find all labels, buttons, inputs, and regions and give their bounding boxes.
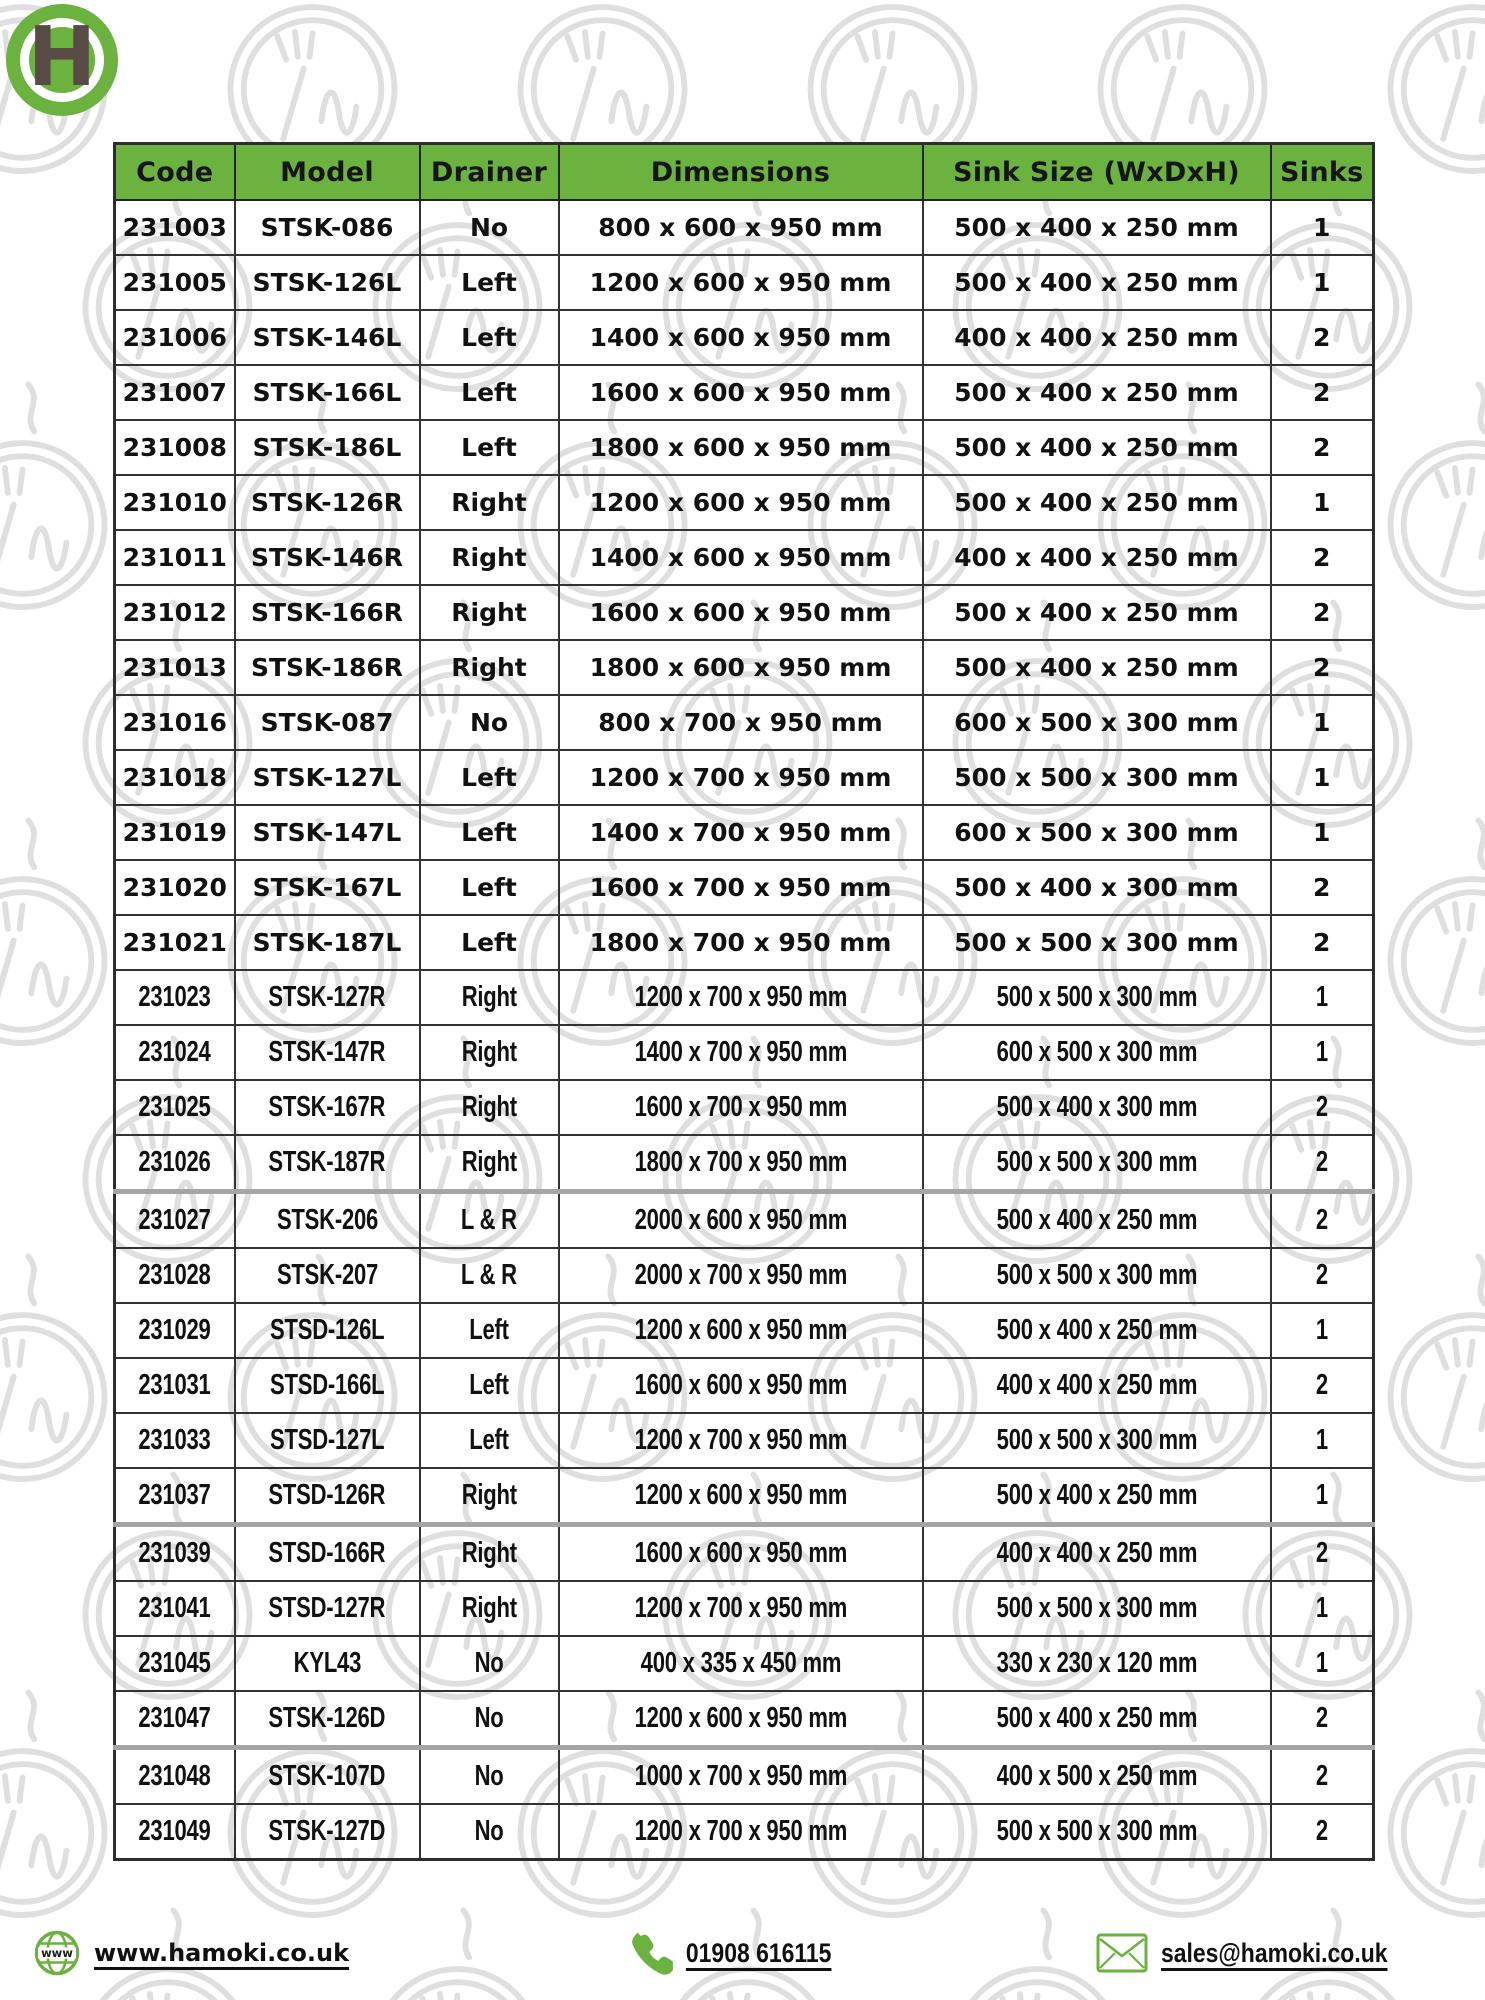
cell-code: 231011 — [115, 530, 235, 585]
cell-model: STSK-127R — [235, 970, 420, 1025]
cell-code: 231021 — [115, 915, 235, 970]
cell-dimensions: 2000 x 700 x 950 mm — [559, 1248, 923, 1303]
cell-model: STSK-187R — [235, 1135, 420, 1192]
plate-fork-watermark-icon — [0, 817, 125, 1067]
globe-www-label: www — [41, 1945, 73, 1960]
cell-code: 231008 — [115, 420, 235, 475]
cell-sink-size: 400 x 500 x 250 mm — [923, 1748, 1271, 1805]
cell-sinks: 2 — [1271, 1248, 1374, 1303]
cell-dimensions: 1200 x 600 x 950 mm — [559, 1691, 923, 1748]
cell-model: STSD-166L — [235, 1358, 420, 1413]
cell-drainer: Left — [420, 1358, 559, 1413]
cell-model: STSK-107D — [235, 1748, 420, 1805]
cell-sink-size: 500 x 400 x 250 mm — [923, 1468, 1271, 1525]
cell-model: STSD-127R — [235, 1581, 420, 1636]
cell-dimensions: 1600 x 600 x 950 mm — [559, 1358, 923, 1413]
cell-sink-size: 330 x 230 x 120 mm — [923, 1636, 1271, 1691]
col-header-dimensions: Dimensions — [559, 144, 923, 201]
cell-model: STSK-127D — [235, 1804, 420, 1860]
cell-drainer: No — [420, 1691, 559, 1748]
cell-drainer: Right — [420, 530, 559, 585]
cell-dimensions: 1800 x 700 x 950 mm — [559, 1135, 923, 1192]
cell-model: STSK-166R — [235, 585, 420, 640]
cell-sinks: 2 — [1271, 365, 1374, 420]
cell-model: STSD-127L — [235, 1413, 420, 1468]
cell-sink-size: 500 x 500 x 300 mm — [923, 750, 1271, 805]
cell-sinks: 2 — [1271, 1748, 1374, 1805]
cell-sink-size: 500 x 500 x 300 mm — [923, 1248, 1271, 1303]
globe-icon — [33, 1929, 81, 1977]
table-row — [115, 860, 1374, 915]
cell-drainer: L & R — [420, 1248, 559, 1303]
cell-model: STSK-166L — [235, 365, 420, 420]
cell-code: 231025 — [115, 1080, 235, 1135]
table-row — [115, 1748, 1374, 1805]
envelope-icon — [1096, 1933, 1148, 1973]
cell-drainer: No — [420, 200, 559, 255]
plate-fork-watermark-icon — [0, 381, 125, 631]
footer — [0, 1922, 1485, 1992]
logo-letter: H — [27, 10, 97, 105]
cell-sink-size: 500 x 400 x 250 mm — [923, 420, 1271, 475]
footer-phone — [628, 1922, 856, 1984]
cell-dimensions: 1000 x 700 x 950 mm — [559, 1748, 923, 1805]
cell-drainer: Right — [420, 1468, 559, 1525]
cell-sink-size: 500 x 500 x 300 mm — [923, 1413, 1271, 1468]
table-row — [115, 475, 1374, 530]
cell-sink-size: 600 x 500 x 300 mm — [923, 695, 1271, 750]
cell-model: STSK-126R — [235, 475, 420, 530]
cell-dimensions: 800 x 600 x 950 mm — [559, 200, 923, 255]
cell-sinks: 2 — [1271, 915, 1374, 970]
cell-model: STSK-146R — [235, 530, 420, 585]
cell-sinks: 1 — [1271, 1413, 1374, 1468]
table-row — [115, 1468, 1374, 1525]
cell-sink-size: 500 x 400 x 300 mm — [923, 1080, 1271, 1135]
cell-dimensions: 1200 x 600 x 950 mm — [559, 1303, 923, 1358]
cell-sinks: 1 — [1271, 1468, 1374, 1525]
cell-model: STSD-166R — [235, 1525, 420, 1582]
cell-dimensions: 2000 x 600 x 950 mm — [559, 1192, 923, 1249]
table-row — [115, 750, 1374, 805]
cell-sinks: 2 — [1271, 585, 1374, 640]
cell-drainer: Left — [420, 255, 559, 310]
table-row — [115, 640, 1374, 695]
cell-code: 231047 — [115, 1691, 235, 1748]
email-link[interactable]: sales@hamoki.co.uk — [1160, 1937, 1388, 1968]
cell-code: 231010 — [115, 475, 235, 530]
cell-sinks: 1 — [1271, 805, 1374, 860]
cell-sinks: 2 — [1271, 640, 1374, 695]
cell-code: 231020 — [115, 860, 235, 915]
cell-drainer: Left — [420, 1413, 559, 1468]
cell-sink-size: 500 x 400 x 250 mm — [923, 640, 1271, 695]
cell-dimensions: 1200 x 700 x 950 mm — [559, 1581, 923, 1636]
cell-sink-size: 500 x 500 x 300 mm — [923, 915, 1271, 970]
cell-sinks: 1 — [1271, 970, 1374, 1025]
cell-drainer: Right — [420, 970, 559, 1025]
table-row — [115, 1358, 1374, 1413]
cell-drainer: Left — [420, 365, 559, 420]
cell-code: 231039 — [115, 1525, 235, 1582]
table-row — [115, 420, 1374, 475]
cell-sink-size: 400 x 400 x 250 mm — [923, 530, 1271, 585]
table-row — [115, 1025, 1374, 1080]
cell-drainer: Right — [420, 1135, 559, 1192]
col-header-drainer: Drainer — [420, 144, 559, 201]
table-row — [115, 1691, 1374, 1748]
cell-sinks: 2 — [1271, 1525, 1374, 1582]
cell-sink-size: 500 x 500 x 300 mm — [923, 1135, 1271, 1192]
cell-code: 231005 — [115, 255, 235, 310]
cell-sink-size: 500 x 500 x 300 mm — [923, 1581, 1271, 1636]
cell-sinks: 2 — [1271, 860, 1374, 915]
cell-model: STSK-087 — [235, 695, 420, 750]
cell-model: KYL43 — [235, 1636, 420, 1691]
cell-model: STSK-146L — [235, 310, 420, 365]
cell-dimensions: 1200 x 600 x 950 mm — [559, 1468, 923, 1525]
footer-email — [1096, 1922, 1427, 1984]
cell-sink-size: 500 x 400 x 250 mm — [923, 365, 1271, 420]
cell-sinks: 1 — [1271, 1025, 1374, 1080]
cell-dimensions: 400 x 335 x 450 mm — [559, 1636, 923, 1691]
cell-sinks: 1 — [1271, 200, 1374, 255]
plate-fork-watermark-icon — [1370, 1253, 1485, 1503]
col-header-model: Model — [235, 144, 420, 201]
cell-sinks: 1 — [1271, 750, 1374, 805]
cell-sinks: 1 — [1271, 695, 1374, 750]
footer-website — [33, 1922, 349, 1984]
table-row — [115, 1804, 1374, 1860]
cell-code: 231029 — [115, 1303, 235, 1358]
cell-drainer: Left — [420, 860, 559, 915]
cell-dimensions: 1800 x 700 x 950 mm — [559, 915, 923, 970]
table-row — [115, 1248, 1374, 1303]
cell-dimensions: 1800 x 600 x 950 mm — [559, 420, 923, 475]
table-row — [115, 695, 1374, 750]
cell-code: 231013 — [115, 640, 235, 695]
cell-sinks: 1 — [1271, 1636, 1374, 1691]
table-row — [115, 805, 1374, 860]
cell-dimensions: 1200 x 600 x 950 mm — [559, 255, 923, 310]
cell-sink-size: 400 x 400 x 250 mm — [923, 1358, 1271, 1413]
cell-dimensions: 1600 x 700 x 950 mm — [559, 1080, 923, 1135]
cell-code: 231023 — [115, 970, 235, 1025]
cell-dimensions: 1200 x 700 x 950 mm — [559, 1413, 923, 1468]
cell-sinks: 1 — [1271, 1581, 1374, 1636]
cell-model: STSK-186R — [235, 640, 420, 695]
cell-drainer: Right — [420, 1080, 559, 1135]
cell-sinks: 2 — [1271, 310, 1374, 365]
table-row — [115, 310, 1374, 365]
plate-fork-watermark-icon — [1370, 0, 1485, 195]
cell-model: STSK-147L — [235, 805, 420, 860]
cell-drainer: Right — [420, 640, 559, 695]
cell-drainer: Left — [420, 1303, 559, 1358]
table-row — [115, 915, 1374, 970]
cell-code: 231012 — [115, 585, 235, 640]
cell-drainer: Left — [420, 750, 559, 805]
table-row — [115, 1080, 1374, 1135]
cell-sink-size: 400 x 400 x 250 mm — [923, 1525, 1271, 1582]
cell-model: STSK-207 — [235, 1248, 420, 1303]
cell-code: 231007 — [115, 365, 235, 420]
cell-sinks: 1 — [1271, 475, 1374, 530]
cell-dimensions: 1400 x 700 x 950 mm — [559, 805, 923, 860]
cell-sink-size: 500 x 400 x 300 mm — [923, 860, 1271, 915]
cell-drainer: Right — [420, 1025, 559, 1080]
plate-fork-watermark-icon — [0, 1253, 125, 1503]
plate-fork-watermark-icon — [1370, 1689, 1485, 1939]
table-row — [115, 365, 1374, 420]
cell-sink-size: 600 x 500 x 300 mm — [923, 1025, 1271, 1080]
col-header-sink-size: Sink Size (WxDxH) — [923, 144, 1271, 201]
cell-drainer: No — [420, 695, 559, 750]
cell-sink-size: 500 x 500 x 300 mm — [923, 1804, 1271, 1860]
cell-sinks: 2 — [1271, 1135, 1374, 1192]
cell-dimensions: 1400 x 700 x 950 mm — [559, 1025, 923, 1080]
cell-sink-size: 400 x 400 x 250 mm — [923, 310, 1271, 365]
cell-code: 231016 — [115, 695, 235, 750]
cell-sinks: 2 — [1271, 1804, 1374, 1860]
hamoki-logo — [6, 4, 118, 116]
cell-drainer: No — [420, 1804, 559, 1860]
cell-dimensions: 1600 x 600 x 950 mm — [559, 365, 923, 420]
cell-code: 231037 — [115, 1468, 235, 1525]
cell-sink-size: 600 x 500 x 300 mm — [923, 805, 1271, 860]
cell-drainer: Left — [420, 805, 559, 860]
cell-drainer: Right — [420, 475, 559, 530]
cell-model: STSK-187L — [235, 915, 420, 970]
cell-sink-size: 500 x 400 x 250 mm — [923, 1303, 1271, 1358]
product-spec-table — [113, 142, 1375, 1861]
cell-model: STSK-127L — [235, 750, 420, 805]
cell-dimensions: 1600 x 700 x 950 mm — [559, 860, 923, 915]
table-row — [115, 530, 1374, 585]
cell-dimensions: 1600 x 600 x 950 mm — [559, 585, 923, 640]
table-row — [115, 1525, 1374, 1582]
cell-sinks: 2 — [1271, 1691, 1374, 1748]
website-link[interactable]: www.hamoki.co.uk — [94, 1939, 350, 1967]
cell-drainer: Right — [420, 1525, 559, 1582]
cell-drainer: No — [420, 1748, 559, 1805]
table-row — [115, 1192, 1374, 1249]
cell-drainer: Right — [420, 585, 559, 640]
cell-model: STSK-147R — [235, 1025, 420, 1080]
cell-sink-size: 500 x 400 x 250 mm — [923, 585, 1271, 640]
cell-code: 231027 — [115, 1192, 235, 1249]
cell-drainer: Left — [420, 310, 559, 365]
col-header-sinks: Sinks — [1271, 144, 1374, 201]
cell-model: STSK-126D — [235, 1691, 420, 1748]
cell-sinks: 2 — [1271, 1192, 1374, 1249]
table-row — [115, 200, 1374, 255]
cell-code: 231006 — [115, 310, 235, 365]
cell-code: 231041 — [115, 1581, 235, 1636]
cell-model: STSK-206 — [235, 1192, 420, 1249]
cell-sink-size: 500 x 400 x 250 mm — [923, 255, 1271, 310]
cell-model: STSK-167R — [235, 1080, 420, 1135]
cell-dimensions: 800 x 700 x 950 mm — [559, 695, 923, 750]
cell-code: 231031 — [115, 1358, 235, 1413]
cell-model: STSK-167L — [235, 860, 420, 915]
cell-model: STSK-126L — [235, 255, 420, 310]
cell-drainer: Right — [420, 1581, 559, 1636]
cell-sinks: 1 — [1271, 1303, 1374, 1358]
table-row — [115, 585, 1374, 640]
table-row — [115, 1636, 1374, 1691]
table-row — [115, 1303, 1374, 1358]
cell-model: STSD-126R — [235, 1468, 420, 1525]
cell-sinks: 1 — [1271, 255, 1374, 310]
cell-code: 231026 — [115, 1135, 235, 1192]
cell-sink-size: 500 x 500 x 300 mm — [923, 970, 1271, 1025]
cell-code: 231048 — [115, 1748, 235, 1805]
table-row — [115, 255, 1374, 310]
cell-model: STSD-126L — [235, 1303, 420, 1358]
cell-drainer: Left — [420, 915, 559, 970]
table-row — [115, 1135, 1374, 1192]
cell-dimensions: 1200 x 600 x 950 mm — [559, 475, 923, 530]
cell-drainer: L & R — [420, 1192, 559, 1249]
cell-dimensions: 1800 x 600 x 950 mm — [559, 640, 923, 695]
cell-dimensions: 1600 x 600 x 950 mm — [559, 1525, 923, 1582]
cell-drainer: Left — [420, 420, 559, 475]
table-row — [115, 1413, 1374, 1468]
table-row — [115, 1581, 1374, 1636]
cell-code: 231024 — [115, 1025, 235, 1080]
cell-sink-size: 500 x 400 x 250 mm — [923, 200, 1271, 255]
cell-drainer: No — [420, 1636, 559, 1691]
plate-fork-watermark-icon — [1370, 817, 1485, 1067]
cell-sink-size: 500 x 400 x 250 mm — [923, 1192, 1271, 1249]
cell-dimensions: 1200 x 700 x 950 mm — [559, 1804, 923, 1860]
phone-link[interactable]: 01908 616115 — [685, 1937, 831, 1968]
cell-code: 231049 — [115, 1804, 235, 1860]
cell-dimensions: 1400 x 600 x 950 mm — [559, 530, 923, 585]
cell-sinks: 2 — [1271, 530, 1374, 585]
cell-sink-size: 500 x 400 x 250 mm — [923, 1691, 1271, 1748]
cell-code: 231045 — [115, 1636, 235, 1691]
cell-sinks: 2 — [1271, 1080, 1374, 1135]
cell-code: 231028 — [115, 1248, 235, 1303]
table-row — [115, 970, 1374, 1025]
cell-model: STSK-086 — [235, 200, 420, 255]
plate-fork-watermark-icon — [1370, 381, 1485, 631]
plate-fork-watermark-icon — [0, 1689, 125, 1939]
cell-sinks: 2 — [1271, 1358, 1374, 1413]
cell-code: 231018 — [115, 750, 235, 805]
cell-sink-size: 500 x 400 x 250 mm — [923, 475, 1271, 530]
cell-code: 231033 — [115, 1413, 235, 1468]
cell-sinks: 2 — [1271, 420, 1374, 475]
header-row — [115, 144, 1374, 201]
cell-code: 231003 — [115, 200, 235, 255]
cell-model: STSK-186L — [235, 420, 420, 475]
col-header-code: Code — [115, 144, 235, 201]
phone-icon — [628, 1931, 672, 1975]
cell-dimensions: 1200 x 700 x 950 mm — [559, 750, 923, 805]
cell-dimensions: 1400 x 600 x 950 mm — [559, 310, 923, 365]
cell-dimensions: 1200 x 700 x 950 mm — [559, 970, 923, 1025]
cell-code: 231019 — [115, 805, 235, 860]
